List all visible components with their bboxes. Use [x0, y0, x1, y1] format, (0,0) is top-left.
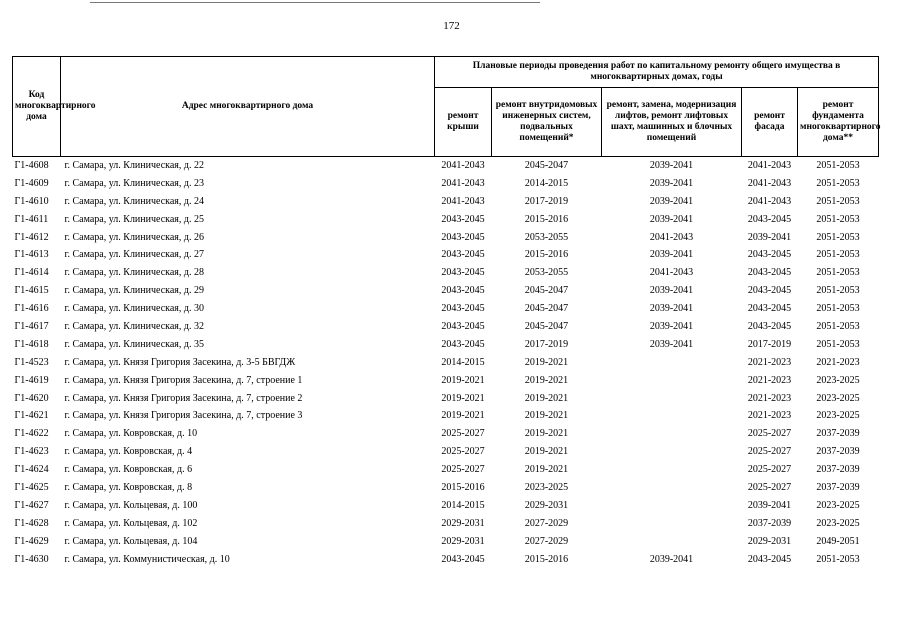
- cell-foundation: 2023-2025: [816, 499, 860, 511]
- cell-internal-systems: 2045-2047: [524, 303, 569, 315]
- cell-internal-systems: 2027-2029: [524, 517, 569, 529]
- cell-address: г. Самара, ул. Коммунистическая, д. 10: [64, 553, 230, 565]
- cell-elevators: [602, 515, 742, 533]
- cell-roof: 2029-2031: [441, 517, 485, 529]
- cell-code: Г1-4623: [14, 446, 49, 458]
- cell-internal-systems: 2019-2021: [524, 446, 569, 458]
- cell-foundation: 2051-2053: [816, 213, 860, 225]
- cell-code: Г1-4627: [14, 499, 49, 511]
- cell-internal-systems: 2019-2021: [524, 356, 569, 368]
- cell-elevators: [602, 461, 742, 479]
- cell-code: Г1-4616: [14, 303, 49, 315]
- cell-address: г. Самара, ул. Ковровская, д. 8: [64, 481, 193, 493]
- cell-foundation: 2023-2025: [816, 410, 860, 422]
- cell-roof: 2029-2031: [441, 535, 485, 547]
- table-row: [13, 425, 879, 443]
- cell-facade: 2025-2027: [747, 464, 792, 476]
- cell-code: Г1-4613: [14, 249, 49, 261]
- table-row: [13, 479, 879, 497]
- cell-internal-systems: 2017-2019: [524, 195, 569, 207]
- table-row: [13, 300, 879, 318]
- cell-roof: 2019-2021: [441, 374, 485, 386]
- cell-address: г. Самара, ул. Кольцевая, д. 104: [64, 535, 198, 547]
- cell-foundation: 2049-2051: [816, 535, 860, 547]
- cell-code: Г1-4523: [14, 356, 49, 368]
- cell-elevators: [602, 533, 742, 551]
- cell-roof: 2015-2016: [441, 481, 485, 493]
- header-roof: ремонт крыши: [435, 88, 492, 157]
- cell-foundation: 2051-2053: [816, 285, 860, 297]
- cell-foundation: 2023-2025: [816, 392, 860, 404]
- cell-elevators: 2039-2041: [649, 177, 694, 189]
- header-code: Код многоквартирного дома: [13, 57, 61, 157]
- cell-foundation: 2051-2053: [816, 320, 860, 332]
- table-row: [13, 515, 879, 533]
- cell-code: Г1-4609: [14, 177, 49, 189]
- table-row: [13, 246, 879, 264]
- cell-address: г. Самара, ул. Клиническая, д. 23: [64, 177, 204, 189]
- cell-facade: 2039-2041: [747, 499, 792, 511]
- cell-facade: 2043-2045: [747, 320, 792, 332]
- cell-internal-systems: 2045-2047: [524, 159, 569, 171]
- cell-foundation: 2023-2025: [816, 374, 860, 386]
- cell-elevators: 2039-2041: [649, 159, 694, 171]
- table-row: [13, 551, 879, 569]
- cell-code: Г1-4610: [14, 195, 49, 207]
- cell-foundation: 2051-2053: [816, 231, 860, 243]
- cell-facade: 2043-2045: [747, 267, 792, 279]
- cell-address: г. Самара, ул. Князя Григория Засекина, д. 7, строение 3: [64, 410, 303, 422]
- cell-elevators: 2039-2041: [649, 249, 694, 261]
- cell-roof: 2041-2043: [441, 159, 485, 171]
- cell-facade: 2021-2023: [747, 356, 792, 368]
- cell-internal-systems: 2023-2025: [524, 481, 569, 493]
- header-elevators: ремонт, замена, модернизация лифтов, ремонт лифтовых шахт, машинных и блочных помещений: [602, 88, 742, 157]
- cell-elevators: 2039-2041: [649, 303, 694, 315]
- cell-elevators: [602, 479, 742, 497]
- cell-address: г. Самара, ул. Клиническая, д. 26: [64, 231, 204, 243]
- header-foundation: ремонт фундамента многоквартирного дома**: [798, 88, 879, 157]
- cell-roof: 2043-2045: [441, 213, 485, 225]
- cell-foundation: 2021-2023: [816, 356, 860, 368]
- cell-internal-systems: 2045-2047: [524, 320, 569, 332]
- cell-roof: 2043-2045: [441, 231, 485, 243]
- cell-elevators: [602, 443, 742, 461]
- cell-internal-systems: 2019-2021: [524, 410, 569, 422]
- cell-internal-systems: 2015-2016: [524, 249, 569, 261]
- cell-address: г. Самара, ул. Клиническая, д. 27: [64, 249, 204, 261]
- cell-facade: 2043-2045: [747, 285, 792, 297]
- cell-internal-systems: 2053-2055: [524, 267, 569, 279]
- cell-internal-systems: 2017-2019: [524, 338, 569, 350]
- table-row: [13, 354, 879, 372]
- cell-facade: 2021-2023: [747, 374, 792, 386]
- cell-elevators: [602, 390, 742, 408]
- cell-roof: 2025-2027: [441, 446, 485, 458]
- cell-roof: 2019-2021: [441, 392, 485, 404]
- top-rule: [90, 2, 540, 4]
- cell-code: Г1-4625: [14, 481, 49, 493]
- cell-foundation: 2051-2053: [816, 338, 860, 350]
- cell-facade: 2025-2027: [747, 481, 792, 493]
- cell-facade: 2043-2045: [747, 249, 792, 261]
- cell-elevators: 2039-2041: [649, 553, 694, 565]
- cell-code: Г1-4612: [14, 231, 49, 243]
- cell-code: Г1-4611: [14, 213, 49, 225]
- cell-internal-systems: 2019-2021: [524, 392, 569, 404]
- cell-internal-systems: 2027-2029: [524, 535, 569, 547]
- table-body: [13, 157, 879, 569]
- cell-roof: 2043-2045: [441, 303, 485, 315]
- cell-elevators: 2039-2041: [649, 338, 694, 350]
- table-row: [13, 533, 879, 551]
- cell-foundation: 2051-2053: [816, 249, 860, 261]
- table-row: [13, 390, 879, 408]
- cell-address: г. Самара, ул. Ковровская, д. 10: [64, 428, 198, 440]
- table-row: [13, 157, 879, 175]
- cell-roof: 2041-2043: [441, 195, 485, 207]
- cell-elevators: [602, 497, 742, 515]
- cell-roof: 2041-2043: [441, 177, 485, 189]
- table-row: [13, 497, 879, 515]
- table-row: [13, 443, 879, 461]
- cell-foundation: 2037-2039: [816, 446, 860, 458]
- cell-code: Г1-4614: [14, 267, 49, 279]
- cell-foundation: 2037-2039: [816, 481, 860, 493]
- cell-facade: 2041-2043: [747, 159, 792, 171]
- cell-roof: 2025-2027: [441, 464, 485, 476]
- cell-code: Г1-4617: [14, 320, 49, 332]
- cell-facade: 2043-2045: [747, 213, 792, 225]
- cell-internal-systems: 2053-2055: [524, 231, 569, 243]
- repair-schedule-table-wrap: [12, 56, 881, 568]
- cell-address: г. Самара, ул. Клиническая, д. 25: [64, 213, 204, 225]
- cell-address: г. Самара, ул. Кольцевая, д. 100: [64, 499, 198, 511]
- cell-roof: 2019-2021: [441, 410, 485, 422]
- cell-facade: 2041-2043: [747, 177, 792, 189]
- cell-code: Г1-4618: [14, 338, 49, 350]
- table-row: [13, 264, 879, 282]
- cell-code: Г1-4621: [14, 410, 49, 422]
- cell-facade: 2037-2039: [747, 517, 792, 529]
- table-row: [13, 229, 879, 247]
- cell-elevators: [602, 407, 742, 425]
- cell-facade: 2021-2023: [747, 410, 792, 422]
- cell-internal-systems: 2019-2021: [524, 374, 569, 386]
- cell-facade: 2017-2019: [747, 338, 792, 350]
- cell-facade: 2025-2027: [747, 428, 792, 440]
- cell-address: г. Самара, ул. Клиническая, д. 32: [64, 320, 204, 332]
- cell-address: г. Самара, ул. Ковровская, д. 6: [64, 464, 193, 476]
- cell-roof: 2043-2045: [441, 338, 485, 350]
- cell-code: Г1-4619: [14, 374, 49, 386]
- cell-internal-systems: 2045-2047: [524, 285, 569, 297]
- table-row: [13, 407, 879, 425]
- cell-address: г. Самара, ул. Клиническая, д. 30: [64, 303, 204, 315]
- page-number: 172: [443, 20, 460, 32]
- table-row: [13, 193, 879, 211]
- cell-elevators: 2039-2041: [649, 320, 694, 332]
- cell-facade: 2043-2045: [747, 303, 792, 315]
- header-internal-systems: ремонт внутридомовых инженерных систем, подвальных помещений*: [492, 88, 602, 157]
- cell-elevators: 2041-2043: [649, 231, 694, 243]
- cell-code: Г1-4630: [14, 553, 49, 565]
- cell-foundation: 2023-2025: [816, 517, 860, 529]
- cell-code: Г1-4624: [14, 464, 49, 476]
- cell-roof: 2014-2015: [441, 499, 485, 511]
- cell-foundation: 2037-2039: [816, 428, 860, 440]
- cell-roof: 2043-2045: [441, 285, 485, 297]
- table-row: [13, 336, 879, 354]
- cell-address: г. Самара, ул. Ковровская, д. 4: [64, 446, 193, 458]
- cell-foundation: 2037-2039: [816, 464, 860, 476]
- cell-address: г. Самара, ул. Клиническая, д. 35: [64, 338, 204, 350]
- cell-roof: 2043-2045: [441, 553, 485, 565]
- cell-elevators: [602, 354, 742, 372]
- cell-facade: 2041-2043: [747, 195, 792, 207]
- cell-address: г. Самара, ул. Клиническая, д. 29: [64, 285, 204, 297]
- table-header: [13, 57, 879, 157]
- cell-foundation: 2051-2053: [816, 195, 860, 207]
- cell-address: г. Самара, ул. Князя Григория Засекина, д. 7, строение 1: [64, 374, 303, 386]
- cell-facade: 2025-2027: [747, 446, 792, 458]
- cell-elevators: [602, 425, 742, 443]
- cell-foundation: 2051-2053: [816, 267, 860, 279]
- table-row: [13, 461, 879, 479]
- cell-internal-systems: 2014-2015: [524, 177, 569, 189]
- cell-roof: 2043-2045: [441, 249, 485, 261]
- cell-internal-systems: 2019-2021: [524, 428, 569, 440]
- cell-foundation: 2051-2053: [816, 553, 860, 565]
- cell-facade: 2043-2045: [747, 553, 792, 565]
- cell-internal-systems: 2019-2021: [524, 464, 569, 476]
- cell-roof: 2043-2045: [441, 267, 485, 279]
- cell-facade: 2021-2023: [747, 392, 792, 404]
- cell-facade: 2029-2031: [747, 535, 792, 547]
- cell-code: Г1-4620: [14, 392, 49, 404]
- cell-facade: 2039-2041: [747, 231, 792, 243]
- cell-code: Г1-4615: [14, 285, 49, 297]
- cell-foundation: 2051-2053: [816, 303, 860, 315]
- cell-internal-systems: 2029-2031: [524, 499, 569, 511]
- cell-internal-systems: 2015-2016: [524, 553, 569, 565]
- cell-roof: 2025-2027: [441, 428, 485, 440]
- cell-internal-systems: 2015-2016: [524, 213, 569, 225]
- cell-elevators: 2039-2041: [649, 213, 694, 225]
- header-periods: Плановые периоды проведения работ по капитальному ремонту общего имущества в многоквартирных домах, годы: [435, 57, 879, 88]
- cell-code: Г1-4608: [14, 159, 49, 171]
- cell-foundation: 2051-2053: [816, 159, 860, 171]
- cell-address: г. Самара, ул. Клиническая, д. 24: [64, 195, 204, 207]
- cell-roof: 2043-2045: [441, 320, 485, 332]
- cell-foundation: 2051-2053: [816, 177, 860, 189]
- table-row: [13, 175, 879, 193]
- cell-elevators: [602, 372, 742, 390]
- header-facade: ремонт фасада: [742, 88, 798, 157]
- table-row: [13, 282, 879, 300]
- cell-address: г. Самара, ул. Кольцевая, д. 102: [64, 517, 198, 529]
- cell-address: г. Самара, ул. Клиническая, д. 28: [64, 267, 204, 279]
- cell-roof: 2014-2015: [441, 356, 485, 368]
- cell-elevators: 2039-2041: [649, 195, 694, 207]
- cell-address: г. Самара, ул. Князя Григория Засекина, д. 3-5 БВГДЖ: [64, 356, 296, 368]
- cell-code: Г1-4628: [14, 517, 49, 529]
- cell-code: Г1-4622: [14, 428, 49, 440]
- cell-address: г. Самара, ул. Клиническая, д. 22: [64, 159, 204, 171]
- cell-code: Г1-4629: [14, 535, 49, 547]
- table-row: [13, 318, 879, 336]
- cell-elevators: 2039-2041: [649, 285, 694, 297]
- cell-elevators: 2041-2043: [649, 267, 694, 279]
- cell-address: г. Самара, ул. Князя Григория Засекина, д. 7, строение 2: [64, 392, 303, 404]
- table-row: [13, 211, 879, 229]
- header-address: Адрес многоквартирного дома: [61, 57, 435, 157]
- table-row: [13, 372, 879, 390]
- repair-schedule-table: [12, 56, 879, 568]
